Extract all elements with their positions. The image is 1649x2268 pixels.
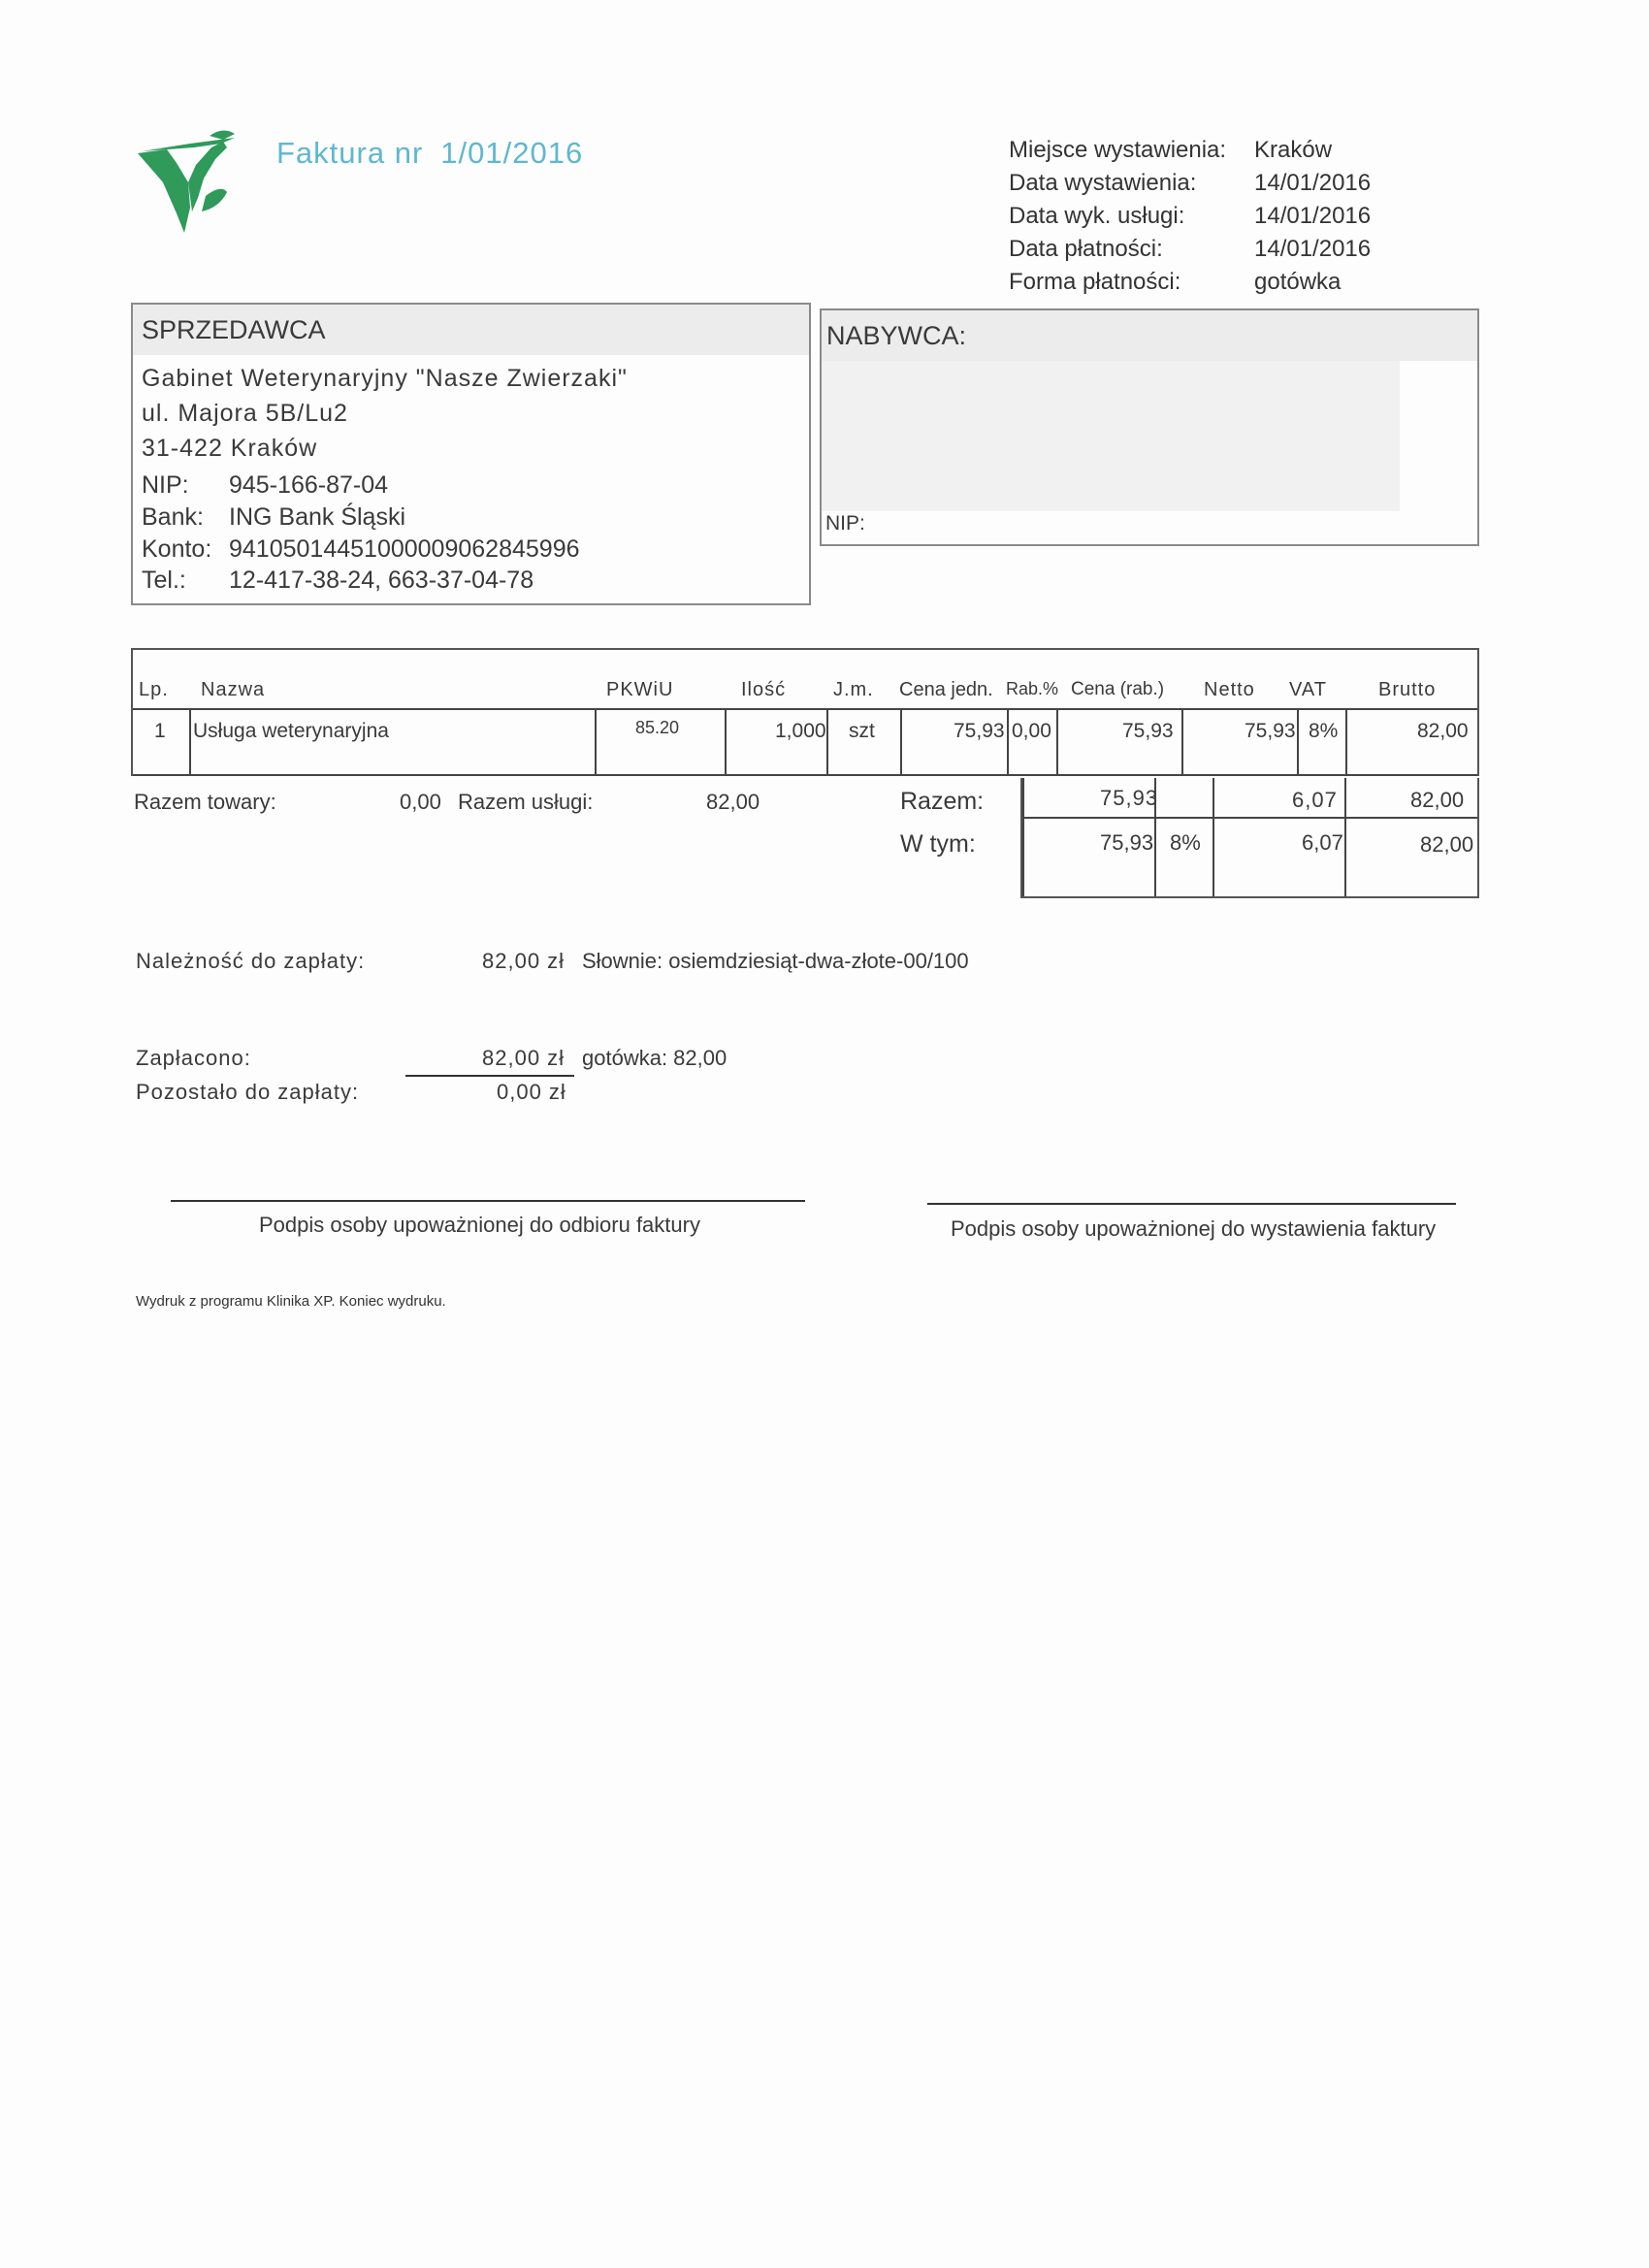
goods-value: 0,00 <box>400 790 441 814</box>
bank-label: Bank: <box>142 503 204 531</box>
col-divider <box>189 708 191 776</box>
col-unit: J.m. <box>833 679 874 700</box>
table-header-divider <box>133 708 1477 710</box>
total-label: Razem: <box>900 788 985 815</box>
seller-tel <box>142 567 534 595</box>
row-discount: 0,00 <box>1012 720 1051 742</box>
row-vat: 8% <box>1309 720 1339 742</box>
col-lp: Lp. <box>139 679 169 700</box>
title-prefix: Faktura nr <box>276 136 424 170</box>
buyer-box <box>820 308 1479 546</box>
table-bottom-line <box>133 774 1477 776</box>
row-net: 75,93 <box>1245 720 1296 742</box>
meta-label: Forma płatności: <box>1009 269 1181 295</box>
total-gross: 82,00 <box>1410 788 1465 812</box>
due-value: 82,00 zł <box>482 949 566 973</box>
items-table <box>131 648 1479 776</box>
meta-row <box>1009 134 1371 167</box>
incl-net: 75,93 <box>1100 830 1154 855</box>
row-name: Usługa weterynaryjna <box>193 720 389 742</box>
account-label: Konto: <box>142 535 212 563</box>
amount-in-words: Słownie: osiemdziesiąt-dwa-złote-00/100 <box>582 949 969 973</box>
receiver-signature-line <box>171 1200 805 1202</box>
row-price-disc: 75,93 <box>1122 720 1174 742</box>
totals-row-divider <box>1022 817 1477 819</box>
incl-rate: 8% <box>1170 830 1201 855</box>
paid-method: gotówka: 82,00 <box>582 1046 728 1070</box>
seller-city: 31-422 Kraków <box>142 435 318 462</box>
due-label: Należność do zapłaty: <box>136 949 366 973</box>
total-vat: 6,07 <box>1292 788 1338 812</box>
print-footer: Wydruk z programu Klinika XP. Koniec wydruku. <box>136 1293 446 1310</box>
row-gross: 82,00 <box>1417 720 1469 742</box>
seller-name: Gabinet Weterynaryjny "Nasze Zwierzaki" <box>142 365 628 392</box>
invoice-meta <box>1009 134 1371 299</box>
seller-nip <box>142 471 388 500</box>
row-lp: 1 <box>154 720 166 742</box>
account-value: 94105014451000009062845996 <box>229 535 580 563</box>
meta-value: gotówka <box>1254 269 1342 295</box>
meta-label: Data wyk. usługi: <box>1009 203 1185 229</box>
col-price-disc: Cena (rab.) <box>1071 679 1165 699</box>
buyer-heading: NABYWCA: <box>822 310 1477 361</box>
meta-value: Kraków <box>1254 137 1333 163</box>
col-gross: Brutto <box>1378 679 1437 700</box>
nip-label: NIP: <box>142 471 189 499</box>
meta-row <box>1009 266 1371 299</box>
meta-label: Data płatności: <box>1009 236 1163 262</box>
col-vat: VAT <box>1289 679 1327 700</box>
tel-value: 12-417-38-24, 663-37-04-78 <box>229 567 534 594</box>
col-unit-price: Cena jedn. <box>899 679 993 700</box>
meta-value: 14/01/2016 <box>1254 170 1372 196</box>
meta-value: 14/01/2016 <box>1254 203 1372 229</box>
invoice-title <box>276 136 583 171</box>
meta-value: 14/01/2016 <box>1254 236 1372 262</box>
services-label: Razem usługi: <box>458 790 594 814</box>
paid-value: 82,00 zł <box>482 1046 566 1070</box>
issuer-signature-caption: Podpis osoby upoważnionej do wystawienia faktury <box>951 1216 1437 1241</box>
totals-divider <box>1212 778 1214 896</box>
meta-row <box>1009 233 1371 266</box>
receiver-signature-caption: Podpis osoby upoważnionej do odbioru faktury <box>259 1213 700 1237</box>
seller-account <box>142 535 580 564</box>
paid-label: Zapłacono: <box>136 1046 251 1070</box>
buyer-redacted-area <box>822 361 1400 511</box>
meta-label: Miejsce wystawienia: <box>1009 137 1227 163</box>
totals-box <box>1020 778 1479 898</box>
row-unit: szt <box>849 720 875 742</box>
col-divider <box>826 708 828 776</box>
seller-bank <box>142 503 405 532</box>
col-name: Nazwa <box>201 679 266 700</box>
incl-label: W tym: <box>900 830 976 858</box>
buyer-nip-label: NIP: <box>825 512 865 535</box>
clinic-logo <box>134 124 262 243</box>
nip-value: 945-166-87-04 <box>229 471 389 499</box>
meta-row <box>1009 167 1371 200</box>
row-pkwiu: 85.20 <box>635 718 680 737</box>
totals-divider <box>1344 778 1346 896</box>
incl-vat: 6,07 <box>1302 830 1343 855</box>
totals-divider <box>1022 778 1024 896</box>
row-unit-price: 75,93 <box>954 720 1005 742</box>
col-pkwiu: PKWiU <box>606 679 674 700</box>
col-net: Netto <box>1204 679 1255 700</box>
services-value: 82,00 <box>706 790 760 814</box>
paid-underline <box>405 1075 574 1077</box>
seller-heading: SPRZEDAWCA <box>133 305 809 355</box>
seller-street: ul. Majora 5B/Lu2 <box>142 400 348 427</box>
meta-label: Data wystawienia: <box>1009 170 1197 196</box>
goods-label: Razem towary: <box>134 790 276 814</box>
remaining-label: Pozostało do zapłaty: <box>136 1080 360 1104</box>
issuer-signature-line <box>927 1203 1456 1205</box>
col-divider <box>1007 708 1009 776</box>
col-discount: Rab.% <box>1006 679 1059 698</box>
meta-row <box>1009 200 1371 233</box>
total-net: 75,93 <box>1100 786 1159 810</box>
row-qty: 1,000 <box>775 720 826 742</box>
bank-value: ING Bank Śląski <box>229 503 406 531</box>
invoice-number: 1/01/2016 <box>440 136 584 170</box>
col-divider <box>1181 708 1183 776</box>
col-divider <box>1297 708 1299 776</box>
col-divider <box>900 708 902 776</box>
col-divider <box>595 708 597 776</box>
col-divider <box>1056 708 1058 776</box>
col-qty: Ilość <box>741 679 787 700</box>
col-divider <box>725 708 727 776</box>
incl-gross: 82,00 <box>1420 832 1474 857</box>
seller-box <box>131 303 811 605</box>
tel-label: Tel.: <box>142 567 186 594</box>
col-divider <box>1345 708 1347 776</box>
remaining-value: 0,00 zł <box>497 1080 566 1104</box>
